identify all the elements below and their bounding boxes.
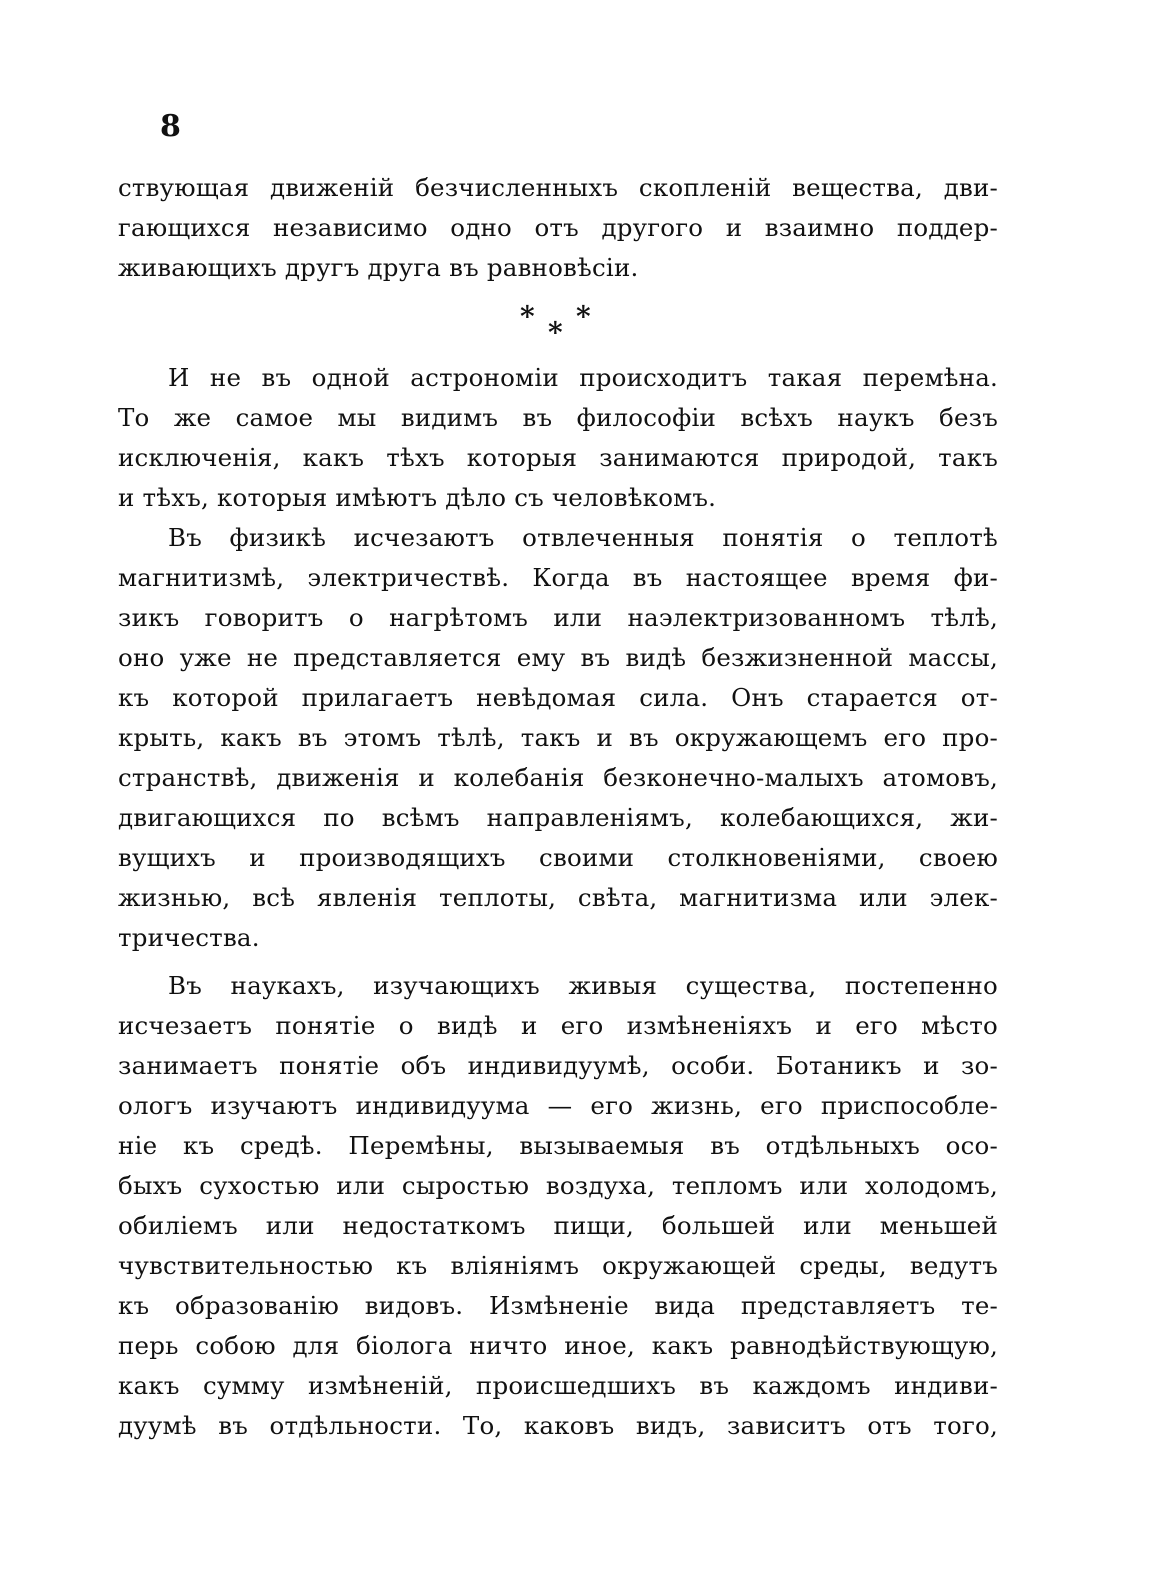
text-line: магнитизмѣ, электричествѣ. Когда въ настоящее время фи- xyxy=(118,563,998,592)
text-line: обиліемъ или недостаткомъ пищи, большей или меньшей xyxy=(118,1211,998,1240)
asterisk: * xyxy=(548,316,563,349)
text-line: перь собою для біолога ничто иное, какъ равнодѣйствующую, xyxy=(118,1331,998,1360)
text-line: живающихъ другъ друга въ равновѣсіи. xyxy=(118,253,639,282)
paragraph-continuation xyxy=(118,168,998,288)
asterisk: * xyxy=(520,300,535,333)
text-line: ніе къ средѣ. Перемѣны, вызываемыя въ отдѣльныхъ осо- xyxy=(118,1131,998,1160)
text-line: тричества. xyxy=(118,923,260,952)
text-line: вущихъ и производящихъ своими столкновеніями, своею xyxy=(118,843,998,872)
text-line: И не въ одной астрономіи происходитъ такая перемѣна. xyxy=(168,363,998,392)
text-line: Въ физикѣ исчезаютъ отвлеченныя понятія о теплотѣ xyxy=(168,523,998,552)
paragraph xyxy=(118,966,998,1446)
paragraph xyxy=(118,518,998,958)
text-line: странствѣ, движенія и колебанія безконечно-малыхъ атомовъ, xyxy=(118,763,998,792)
text-line: чувствительностью къ вліяніямъ окружающей среды, ведутъ xyxy=(118,1251,998,1280)
page-number: 8 xyxy=(160,109,181,144)
text-line: зикъ говоритъ о нагрѣтомъ или наэлектризованномъ тѣлѣ, xyxy=(118,603,998,632)
text-line: дуумѣ въ отдѣльности. То, каковъ видъ, зависитъ отъ того, xyxy=(118,1411,998,1440)
text-line: и тѣхъ, которыя имѣютъ дѣло съ человѣкомъ. xyxy=(118,483,717,512)
text-line: Въ наукахъ, изучающихъ живыя существа, постепенно xyxy=(168,971,998,1000)
text-line: крыть, какъ въ этомъ тѣлѣ, такъ и въ окружающемъ его про- xyxy=(118,723,998,752)
text-line: ологъ изучаютъ индивидуума — его жизнь, его приспособле- xyxy=(118,1091,998,1120)
text-line: оно уже не представляется ему въ видѣ безжизненной массы, xyxy=(118,643,998,672)
text-line: жизнью, всѣ явленія теплоты, свѣта, магнитизма или элек- xyxy=(118,883,998,912)
text-line: исчезаетъ понятіе о видѣ и его измѣненіяхъ и его мѣсто xyxy=(118,1011,998,1040)
text-line: гающихся независимо одно отъ другого и взаимно поддер- xyxy=(118,213,998,242)
asterisk: * xyxy=(576,300,591,333)
text-line: какъ сумму измѣненій, происшедшихъ въ каждомъ индиви- xyxy=(118,1371,998,1400)
text-line: То же самое мы видимъ въ философіи всѣхъ наукъ безъ xyxy=(118,403,998,432)
text-line: къ которой прилагаетъ невѣдомая сила. Онъ старается от- xyxy=(118,683,998,712)
text-line: къ образованію видовъ. Измѣненіе вида представляетъ те- xyxy=(118,1291,998,1320)
text-line: исключенія, какъ тѣхъ которыя занимаются природой, такъ xyxy=(118,443,998,472)
text-line: двигающихся по всѣмъ направленіямъ, колебающихся, жи- xyxy=(118,803,998,832)
section-separator xyxy=(520,300,600,350)
text-line: занимаетъ понятіе объ индивидуумѣ, особи. Ботаникъ и зо- xyxy=(118,1051,998,1080)
text-line: быхъ сухостью или сыростью воздуха, тепломъ или холодомъ, xyxy=(118,1171,998,1200)
paragraph xyxy=(118,358,998,518)
text-line: ствующая движеній безчисленныхъ скопленій вещества, дви- xyxy=(118,173,998,202)
